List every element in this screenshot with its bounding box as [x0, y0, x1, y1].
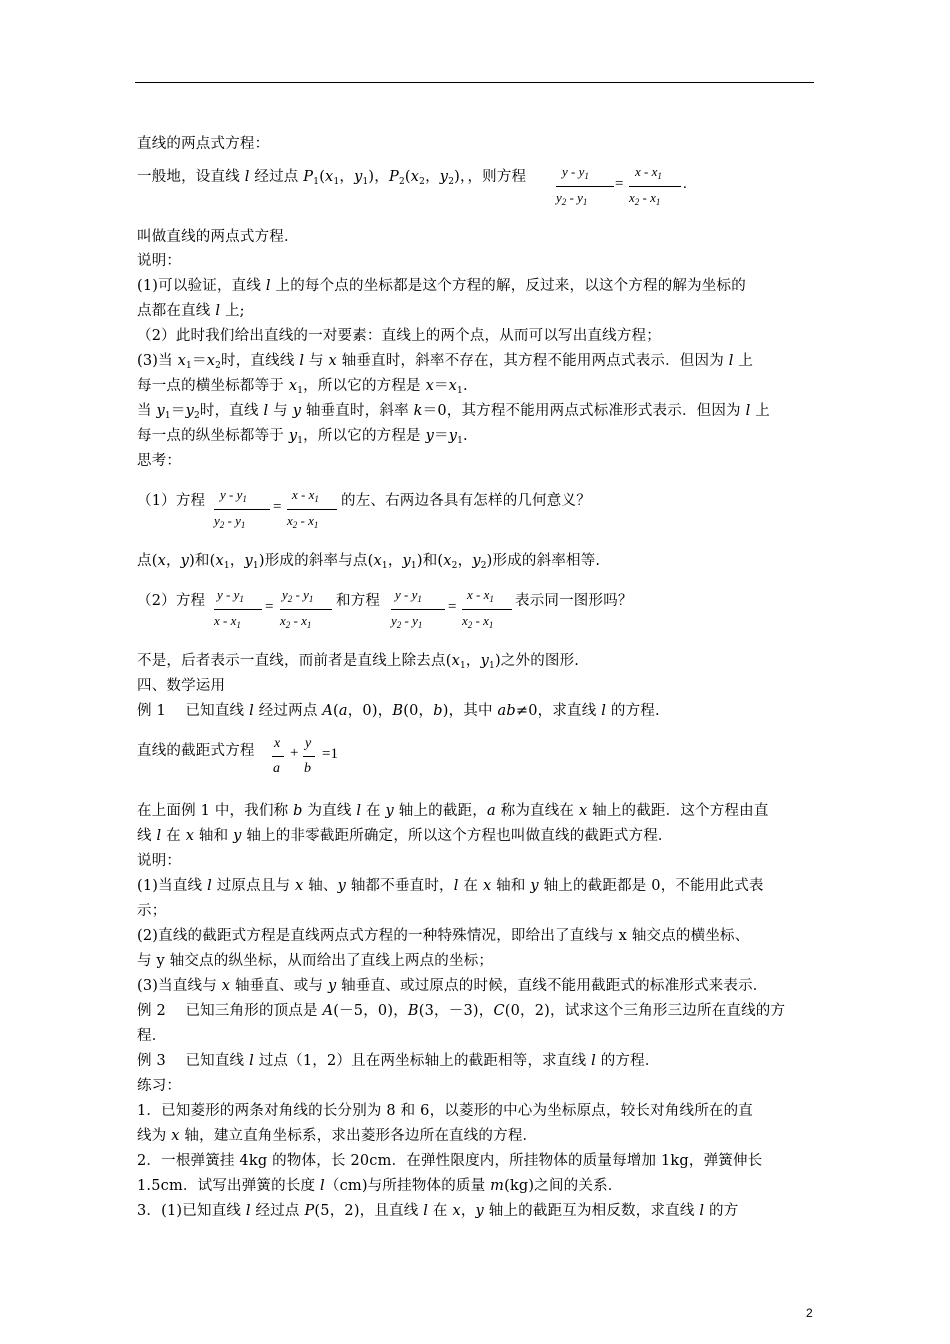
intercept-para-line2: 线 l 在 x 轴和 y 轴上的非零截距所确定，所以这个方程也叫做直线的截距式方程． — [137, 828, 673, 844]
note4-line1: 当 $y_1=y_2$时，直线 l 与 y 轴垂直时，斜率 k＝0，其方程不能用两点式标准形式表示．但因为 l 上 — [137, 403, 770, 421]
practice-3-line1: 3．(1)已知直线 l 经过点 P(5，2)，且直线 l 在 x，y 轴上的截距互为相反数，求直线 l 的方 — [137, 1203, 739, 1219]
practice-1-line2: 线为 x 轴，建立直角坐标系，求出菱形各边所在直线的方程． — [137, 1128, 538, 1144]
think2-question: 表示同一图形吗？ — [515, 593, 633, 609]
equals-one: =1 — [322, 746, 338, 762]
note-label-2: 说明： — [137, 853, 182, 869]
equals-sign: = — [615, 176, 624, 192]
note-s1-line2: 示； — [137, 903, 167, 919]
note1-line1: (1)可以验证，直线 l 上的每个点的坐标都是这个方程的解，反过来，以这个方程的解为坐标的 — [137, 278, 746, 294]
think-label: 思考： — [137, 453, 182, 469]
plus-sign: + — [290, 745, 299, 761]
note2: （2）此时我们给出直线的一对要素：直线上的两个点，从而可以写出直线方程； — [137, 328, 661, 344]
header-rule — [135, 82, 814, 83]
note-s3: (3)当直线与 x 轴垂直、或与 y 轴垂直、或过原点的时候，直线不能用截距式的标准形式来表示． — [137, 978, 768, 994]
example-2-line1: 例 2 已知三角形的顶点是 A(－5，0)，B(3，－3)，C(0，2)，试求这个三角形三边所在直线的方 — [137, 1003, 786, 1019]
practice-1-line1: 1．已知菱形的两条对角线的长分别为 8 和 6，以菱形的中心为坐标原点，较长对角线所在的直 — [137, 1103, 753, 1119]
note4-line2: 每一点的纵坐标都等于 $y_1$，所以它的方程是 $y=y_1$. — [137, 428, 468, 446]
think1-answer: 点(x，y)和($x_1$，$y_1$)形成的斜率与点($x_1$，$y_1$)和($x_2$，$y_2$)形成的斜率相等. — [137, 553, 601, 571]
think2-and: 和方程 — [336, 593, 381, 609]
think2-equals-b: = — [448, 599, 457, 615]
general-statement: 一般地，设直线 l 经过点 $P_1(x_1$，$y_1$)，$P_2(x_2$，$y_2$)，，则方程 — [137, 169, 527, 187]
example-1: 例 1 已知直线 l 经过两点 A(a，0)，B(0，b)，其中 ab≠0，求直线 l 的方程. — [137, 703, 660, 719]
section-4-heading: 四、数学运用 — [137, 678, 226, 694]
page-number: 2 — [806, 1306, 813, 1320]
example-3: 例 3 已知直线 l 过点（1，2）且在两坐标轴上的截距相等，求直线 l 的方程． — [137, 1053, 660, 1069]
intercept-title: 直线的截距式方程 — [137, 743, 255, 759]
note3-line1: (3)当 $x_1=x_2$时，直线线 l 与 x 轴垂直时，斜率不存在，其方程不能用两点式表示．但因为 l 上 — [137, 353, 754, 371]
called-two-point: 叫做直线的两点式方程． — [137, 229, 299, 245]
note-s1-line1: (1)当直线 l 过原点且与 x 轴、y 轴都不垂直时，l 在 x 轴和 y 轴上的截距都是 0，不能用此式表 — [137, 878, 764, 894]
think1-equals: = — [273, 499, 282, 515]
think2-equals-a: = — [265, 599, 274, 615]
think2-label: （2）方程 — [137, 593, 206, 609]
practice-2-line1: 2．一根弹簧挂 4kg 的物体，长 20cm．在弹性限度内，所挂物体的质量每增加 1kg，弹簧伸长 — [137, 1153, 763, 1169]
note3-line2: 每一点的横坐标都等于 $x_1$，所以它的方程是 $x=x_1$. — [137, 378, 468, 396]
think1-label: （1）方程 — [137, 493, 206, 509]
think2-answer: 不是，后者表示一直线，而前者是直线上除去点($x_1$，$y_1$)之外的图形. — [137, 653, 580, 671]
practice-2-line2: 1.5cm．试写出弹簧的长度 l（cm)与所挂物体的质量 m(kg)之间的关系． — [137, 1178, 623, 1194]
period: . — [683, 176, 687, 192]
practice-label: 练习： — [137, 1078, 182, 1094]
think1-question: 的左、右两边各具有怎样的几何意义？ — [341, 493, 591, 509]
note-label: 说明： — [137, 253, 182, 269]
note1-line2: 点都在直线 l 上; — [137, 303, 245, 319]
intercept-para-line1: 在上面例 1 中，我们称 b 为直线 l 在 y 轴上的截距，a 称为直线在 x 轴上的截距．这个方程由直 — [137, 803, 769, 819]
heading-two-point: 直线的两点式方程： — [137, 136, 270, 152]
note-s2-line1: (2)直线的截距式方程是直线两点式方程的一种特殊情况，即给出了直线与 x 轴交点的横坐标、 — [137, 928, 750, 944]
example-2-line2: 程． — [137, 1028, 167, 1044]
note-s2-line2: 与 y 轴交点的纵坐标，从而给出了直线上两点的坐标； — [137, 953, 494, 969]
